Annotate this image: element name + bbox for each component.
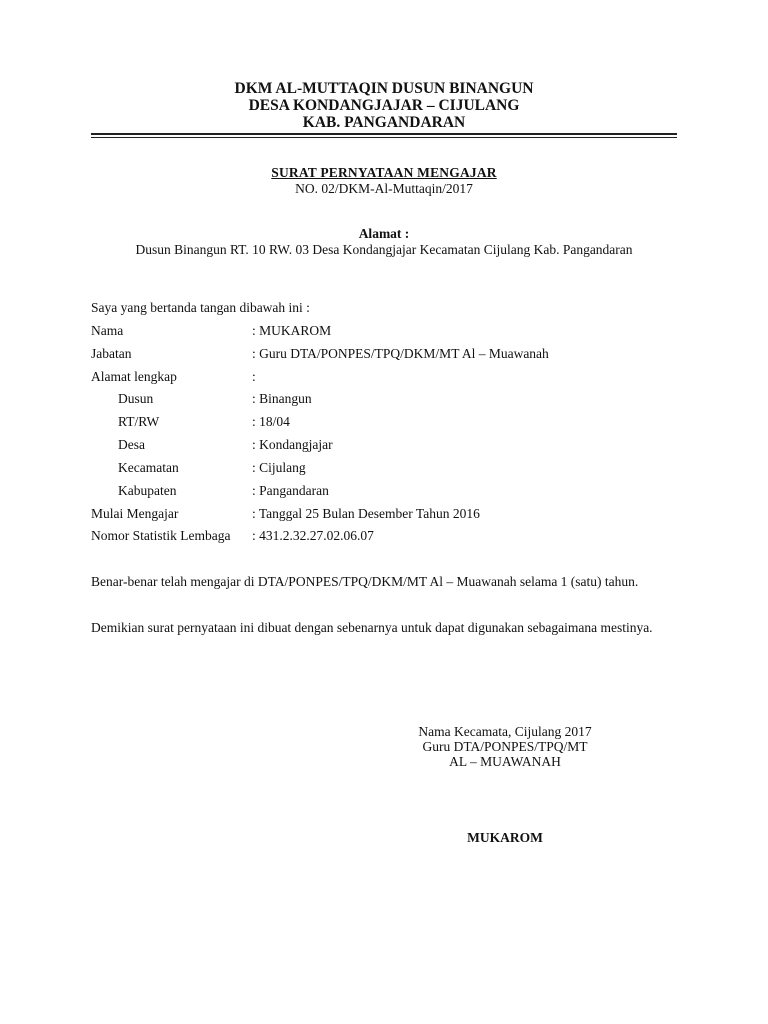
- signature-position-1: Guru DTA/PONPES/TPQ/MT: [422, 739, 588, 754]
- closing-paragraph: Demikian surat pernyataan ini dibuat dengan sebenarnya untuk dapat digunakan sebagaimana mestinya.: [91, 620, 653, 635]
- signature-position-2: AL – MUAWANAH: [449, 754, 561, 769]
- field-value: : 18/04: [252, 414, 290, 429]
- field-label: Nomor Statistik Lembaga: [91, 528, 231, 543]
- field-label: Alamat lengkap: [91, 369, 177, 384]
- header-line-3: KAB. PANGANDARAN: [302, 114, 466, 131]
- field-value: : Guru DTA/PONPES/TPQ/DKM/MT Al – Muawanah: [252, 346, 549, 361]
- institution-address: Dusun Binangun RT. 10 RW. 03 Desa Kondangjajar Kecamatan Cijulang Kab. Pangandaran: [135, 242, 633, 257]
- statement-paragraph: Benar-benar telah mengajar di DTA/PONPES/TPQ/DKM/MT Al – Muawanah selama 1 (satu) tahun.: [91, 574, 639, 589]
- field-label: RT/RW: [118, 414, 160, 429]
- field-value: : Pangandaran: [252, 483, 329, 498]
- header-line-1: DKM AL-MUTTAQIN DUSUN BINANGUN: [234, 80, 534, 97]
- header-divider-thick: [91, 133, 677, 135]
- field-label: Dusun: [118, 391, 154, 406]
- field-value: : Cijulang: [252, 460, 306, 475]
- field-value: : 431.2.32.27.02.06.07: [252, 528, 374, 543]
- field-label: Mulai Mengajar: [91, 506, 179, 521]
- field-value: : MUKAROM: [252, 323, 332, 338]
- signature-place-date: Nama Kecamata, Cijulang 2017: [418, 724, 592, 739]
- field-value: : Tanggal 25 Bulan Desember Tahun 2016: [252, 506, 480, 521]
- header-divider-thin: [91, 137, 677, 138]
- field-label: Desa: [118, 437, 145, 452]
- letter-number: NO. 02/DKM-Al-Muttaqin/2017: [295, 181, 473, 196]
- field-label: Nama: [91, 323, 124, 338]
- signatory-name: MUKAROM: [467, 830, 543, 845]
- field-value: : Kondangjajar: [252, 437, 333, 452]
- field-label: Kabupaten: [118, 483, 177, 498]
- header-line-2: DESA KONDANGJAJAR – CIJULANG: [248, 97, 520, 114]
- address-label: Alamat :: [358, 226, 410, 241]
- field-label: Kecamatan: [118, 460, 179, 475]
- letter-title: SURAT PERNYATAAN MENGAJAR: [271, 165, 497, 180]
- field-label: Jabatan: [91, 346, 132, 361]
- field-value: :: [252, 369, 256, 384]
- field-value: : Binangun: [252, 391, 312, 406]
- intro-text: Saya yang bertanda tangan dibawah ini :: [91, 300, 310, 315]
